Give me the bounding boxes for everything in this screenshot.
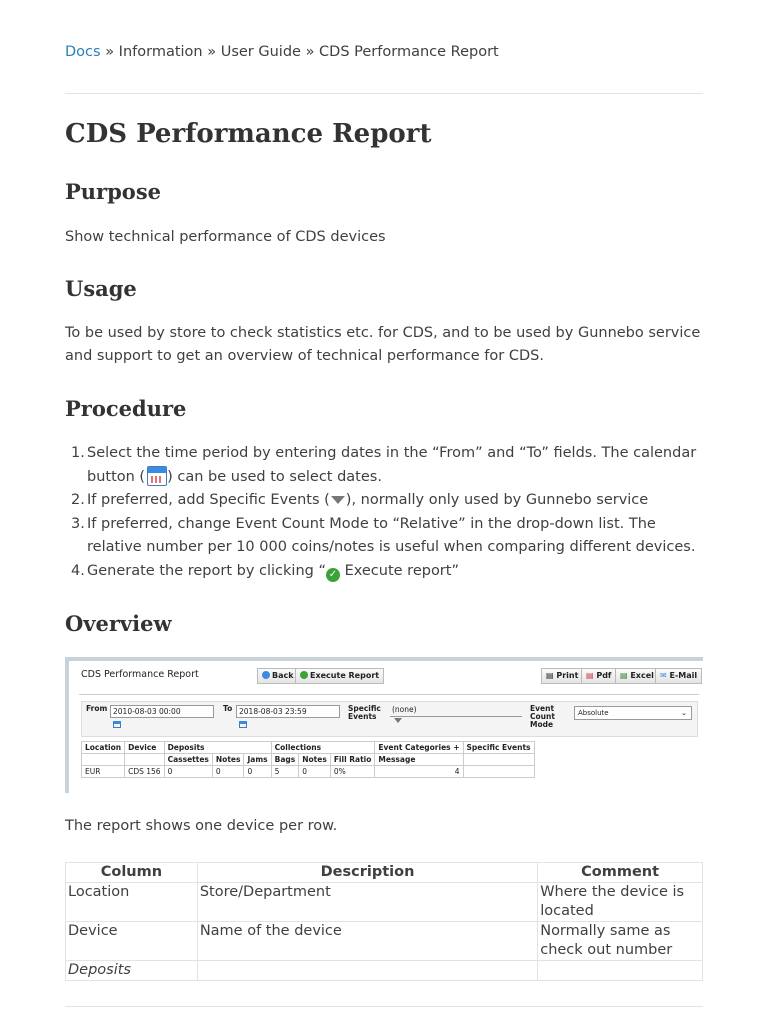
header-comment: Comment [538,863,703,883]
usage-heading: Usage [65,276,137,301]
excel-icon: ▤ [620,671,631,680]
header-divider [65,93,703,94]
back-icon [262,671,270,679]
envelope-icon: ✉ [660,671,670,680]
column-cell: Location [66,883,198,922]
specific-events-filter-icon[interactable] [394,718,402,723]
excel-button-label: Excel [630,671,654,680]
step-text: Execute report” [339,562,459,579]
cell: 5 [271,766,299,778]
cell: 0% [330,766,375,778]
from-label: From [86,704,108,713]
execute-check-icon [300,671,308,679]
header-description: Description [197,863,537,883]
filter-icon [331,496,345,504]
header-cell [125,754,164,766]
to-calendar-icon[interactable] [239,721,247,728]
filter-panel [81,701,698,737]
breadcrumb-docs-link[interactable]: Docs [65,44,101,60]
screenshot-title: CDS Performance Report [81,669,199,680]
event-count-mode-value: Absolute [578,709,609,717]
step-text: Generate the report by clicking “ [87,562,326,579]
step-text: If preferred, change Event Count Mode to “Relative” in the drop-down list. The relative number per 10 000 coins/notes is useful when comparing different devices. [87,515,696,555]
cell: 4 [375,766,463,778]
print-button-label: Print [556,671,579,680]
procedure-step [65,513,703,560]
header-cell: Device [125,742,164,754]
overview-heading: Overview [65,611,172,636]
table-row [66,883,703,922]
event-count-label-line: Count [530,712,555,721]
report-screenshot [65,657,703,793]
table-row [66,961,703,981]
overview-caption: The report shows one device per row. [65,818,338,834]
screenshot-divider [79,694,699,695]
description-cell [197,961,537,981]
cell [463,766,534,778]
event-count-label-line: Event [530,704,555,713]
step-text: If preferred, add Specific Events ( [87,492,330,508]
calendar-icon [147,466,167,486]
pdf-icon: ▤ [586,671,597,680]
header-cell [82,754,125,766]
step-text: Select the time period by entering dates in the “From” and “To” fields. The calendar button ( [87,445,697,485]
purpose-heading: Purpose [65,179,161,204]
step-number: 2. [71,492,85,508]
excel-button[interactable] [615,668,659,684]
execute-report-button[interactable] [295,668,384,684]
back-button-label: Back [272,671,294,680]
email-button[interactable] [655,668,702,684]
header-cell: Fill Ratio [330,754,375,766]
chevron-down-icon: ⌄ [681,709,687,717]
screenshot-report-table [81,741,535,778]
header-cell: Collections [271,742,375,754]
breadcrumb-sep: » [207,44,217,60]
header-cell: Bags [271,754,299,766]
print-button[interactable] [541,668,583,684]
to-label: To [223,704,233,713]
description-cell: Name of the device [197,922,537,961]
step-number: 1. [71,445,85,461]
printer-icon: ▤ [546,671,557,680]
page-title: CDS Performance Report [65,119,432,149]
header-cell: Jams [244,754,271,766]
procedure-heading: Procedure [65,396,187,421]
to-date-input[interactable]: 2018-08-03 23:59 [236,705,340,718]
cell: 0 [212,766,244,778]
step-text: ), normally only used by Gunnebo service [345,492,649,508]
comment-cell: Normally same as check out number [538,922,703,961]
step-number: 3. [71,515,85,532]
back-button[interactable] [257,668,299,684]
comment-cell [538,961,703,981]
columns-table-header [66,863,703,883]
breadcrumb [65,44,499,60]
usage-text: To be used by store to check statistics etc. for CDS, and to be used by Gunnebo service and support to get an overview of technical performance for CDS. [65,325,701,364]
header-column: Column [66,863,198,883]
cell: CDS 156 [125,766,164,778]
header-cell: Location [82,742,125,754]
specific-events-label-line: Events [348,712,377,721]
execute-check-icon: ✓ [326,568,340,582]
specific-events-label [348,705,381,721]
procedure-step [65,560,703,584]
cell: 0 [164,766,212,778]
execute-button-label: Execute Report [310,671,380,680]
header-cell: Cassettes [164,754,212,766]
column-cell: Deposits [66,961,198,981]
pdf-button[interactable] [581,668,616,684]
cell: EUR [82,766,125,778]
footer-divider [65,1006,703,1007]
email-button-label: E-Mail [669,671,698,680]
header-cell[interactable]: Event Categories + [375,742,463,754]
event-count-mode-label [530,705,555,729]
procedure-step [65,442,703,489]
pdf-button-label: Pdf [596,671,612,680]
event-count-label-line: Mode [530,720,554,729]
header-cell: Specific Events [463,742,534,754]
breadcrumb-sep: » [105,44,115,60]
table-row [82,766,535,778]
breadcrumb-user-guide: User Guide [220,44,301,60]
breadcrumb-sep: » [305,44,315,60]
step-number: 4. [71,562,85,579]
table-row [66,922,703,961]
header-cell: Deposits [164,742,271,754]
cell: 0 [299,766,331,778]
cell: 0 [244,766,271,778]
procedure-list [65,442,703,583]
column-cell: Device [66,922,198,961]
event-count-mode-select[interactable] [574,706,692,720]
header-cell: Notes [299,754,331,766]
breadcrumb-current: CDS Performance Report [319,44,499,60]
from-calendar-icon[interactable] [113,721,121,728]
from-date-input[interactable]: 2010-08-03 00:00 [110,705,214,718]
specific-events-label-line: Specific [348,704,381,713]
purpose-text: Show technical performance of CDS devices [65,229,386,245]
header-cell: Notes [212,754,244,766]
specific-events-value: (none) [390,704,522,717]
procedure-step [65,489,703,513]
step-text: ) can be used to select dates. [167,468,382,485]
header-cell: Message [375,754,463,766]
columns-table [65,862,703,981]
description-cell: Store/Department [197,883,537,922]
table-header-row [82,742,535,754]
breadcrumb-information: Information [118,44,203,60]
table-subheader-row [82,754,535,766]
header-cell [463,754,534,766]
comment-cell: Where the device is located [538,883,703,922]
